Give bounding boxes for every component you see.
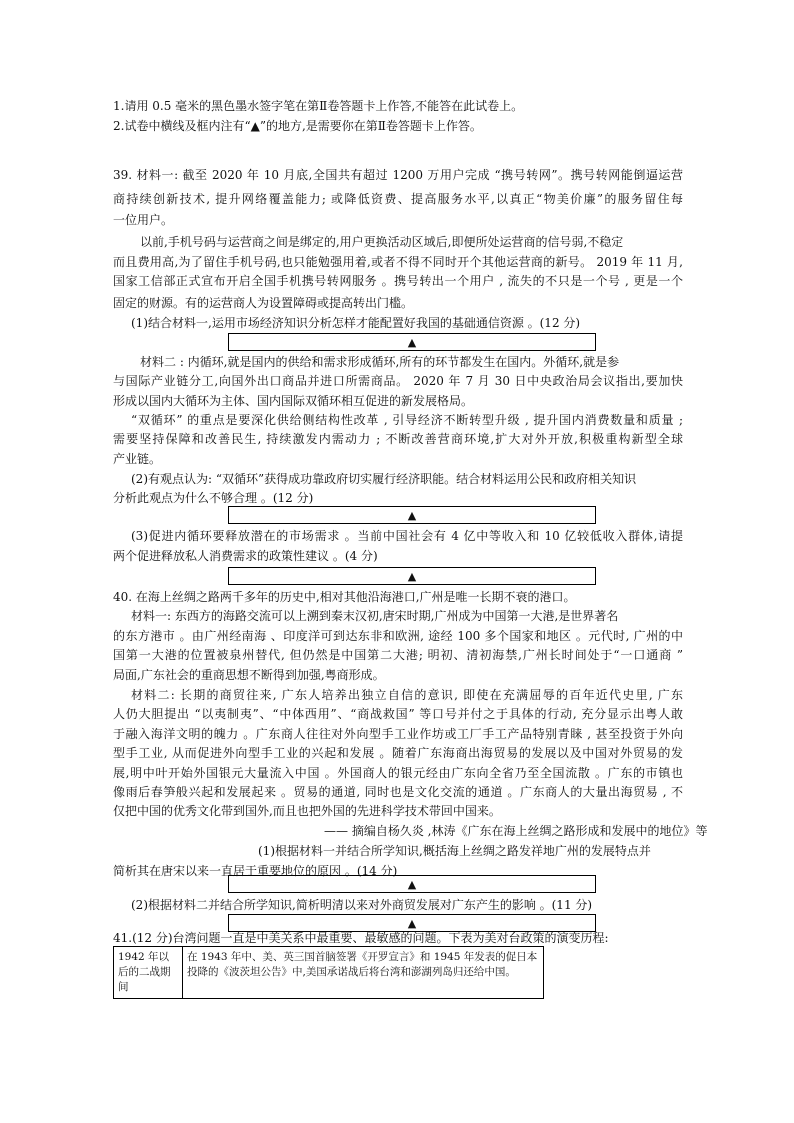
- answer-mark: ▲: [407, 877, 417, 891]
- q39-m2-line: 产业链。: [113, 452, 162, 466]
- q39-m2-line: 需要坚持保障和改善民生, 持续激发内需动力 ; 不断改善营商环境,扩大对外开放,积极重构新型全球: [113, 432, 683, 446]
- q40-sub1: (1)根据材料一并结合所学知识,概括海上丝绸之路发祥地广州的发展特点并: [258, 844, 651, 858]
- q40-m2-line: 仅把中国的优秀文化带到国外,而且也把外国的先进科学技术带回中国来。: [113, 804, 501, 818]
- answer-mark: ▲: [407, 916, 417, 930]
- answer-box[interactable]: [228, 333, 596, 351]
- q39-m2-line: 材料二 : 内循环,就是国内的供给和需求形成循环,所有的环节都发生在国内。外循环,就是参: [140, 355, 620, 369]
- q39-line: 39. 材料一: 截至 2020 年 10 月底,全国共有超过 1200 万用户完成 “携号转网”。携号转网能倒逼运营: [113, 168, 683, 182]
- q40-m1-line: 国第一大港的位置被泉州替代, 但仍然是中国第二大港; 明初、清初海禁,广州长时间处于“一口通商 ”: [113, 648, 683, 662]
- q40-m2-line: 于融入海洋文明的魄力 。广东商人往往对外向型手工业作坊或工厂手工产品特别青睐 , 甚至投资于外向: [113, 727, 683, 741]
- q40-m2-line: 型手工业, 从而促进外向型手工业的兴起和发展 。随着广东海商出海贸易的发展以及中国对外贸易的发: [113, 746, 683, 760]
- q40-m2-line: 像雨后春笋般兴起和发展起来 。贸易的通道, 同时也是文化交流的通道 。广东商人的大量出海贸易 , 不: [113, 785, 683, 799]
- policy-table: [113, 946, 544, 999]
- q40-m1-line: 材料一: 东西方的海路交流可以上溯到秦末汉初,唐宋时期,广州成为中国第一大港,是世界著名: [131, 609, 619, 623]
- q39-m2-line: 形成以国内大循环为主体、国内国际双循环相互促进的新发展格局。: [113, 394, 474, 408]
- q39-sub2: 分析此观点为什么不够合理 。(12 分): [113, 491, 314, 505]
- q39-m2-line: “双循环” 的重点是要深化供给侧结构性改革 , 引导经济不断转型升级 , 提升国内消费数量和质量 ;: [131, 413, 683, 427]
- q40-m1-line: 的东方港市 。由广州经南海 、印度洋可到达东非和欧洲, 途经 100 多个国家和地区 。元代时, 广州的中: [113, 629, 683, 643]
- q39-sub1: (1)结合材料一,运用市场经济知识分析怎样才能配置好我国的基础通信资源 。(12 分): [131, 316, 581, 330]
- answer-mark: ▲: [407, 335, 417, 349]
- answer-box[interactable]: [228, 506, 596, 524]
- q40-m1-line: 局面,广东社会的重商思想不断得到加强,粤商形成。: [113, 668, 385, 682]
- q39-sub3: 两个促进释放私人消费需求的政策性建议 。(4 分): [113, 549, 378, 563]
- q40-m2-line: 材料二: 长期的商贸往来, 广东人培养出独立自信的意识, 即使在充满屈辱的百年近代史里, 广东: [131, 688, 683, 702]
- q39-line: 固定的财源。有的运营商人为设置障碍或提高转出门槛。: [113, 296, 414, 310]
- q39-line: 商持续创新技术, 提升网络覆盖能力; 或降低资费、提高服务水平,以真正“物美价廉”的服务留住每: [113, 192, 683, 206]
- q39-line: 一位用户。: [113, 213, 174, 227]
- q40-m2-line: 展,明中叶开始外国银元大量流入中国 。外国商人的银元经由广东向全省乃至全国流散 。广东的市镇也: [113, 766, 683, 780]
- note-line-2: 2.试卷中横线及框内注有“▲”的地方,是需要你在第Ⅱ卷答题卡上作答。: [113, 119, 482, 133]
- q39-line: 而且费用高,为了留住手机号码,也只能勉强用着,或者不得不同时开个其他运营商的新号。 2019 年 11 月,: [113, 255, 683, 269]
- q40-sub2: (2)根据材料二并结合所学知识,简析明清以来对外商贸发展对广东产生的影响 。(11 分): [131, 898, 593, 912]
- q41-intro: 41.(12 分)台湾问题一直是中美关系中最重要、最敏感的问题。下表为美对台政策的演变历程:: [113, 931, 609, 945]
- q39-sub3: (3)促进内循环要释放潜在的市场需求 。当前中国社会有 4 亿中等收入和 10 亿较低收入群体,请提: [131, 529, 683, 543]
- answer-mark: ▲: [407, 569, 417, 583]
- answer-box[interactable]: [228, 875, 596, 893]
- q40-source: —— 摘编自杨久炎 ,林涛《广东在海上丝绸之路形成和发展中的地位》等: [324, 824, 708, 838]
- table-row: [114, 947, 544, 999]
- answer-mark: ▲: [407, 508, 417, 522]
- table-cell-period: 1942 年以后的二战期间: [114, 947, 183, 999]
- q40-m2-line: 人仍大胆提出 “以夷制夷”、“中体西用”、“商战救国” 等口号并付之于具体的行动, 充分显示出粤人敢: [113, 707, 683, 721]
- q39-m2-line: 与国际产业链分工,向国外出口商品并进口所需商品。 2020 年 7 月 30 日中央政治局会议指出,要加快: [113, 374, 683, 388]
- table-cell-content: 在 1943 年中、美、英三国首脑签署《开罗宣言》和 1945 年发表的促日本投降的《波茨坦公告》中,美国承诺战后将台湾和澎湖列岛归还给中国。: [183, 947, 544, 999]
- q39-line: 以前,手机号码与运营商之间是绑定的,用户更换活动区域后,即便所处运营商的信号弱,不稳定: [140, 235, 624, 249]
- note-line-1: 1.请用 0.5 毫米的黑色墨水签字笔在第Ⅱ卷答题卡上作答,不能答在此试卷上。: [113, 99, 524, 113]
- q39-line: 国家工信部正式宣布开启全国手机携号转网服务 。携号转出一个用户 , 流失的不只是一个号 , 更是一个: [113, 274, 683, 288]
- answer-box[interactable]: [228, 567, 596, 585]
- q39-sub2: (2)有观点认为: “双循环”获得成功靠政府切实履行经济职能。结合材料运用公民和政府相关知识: [131, 472, 637, 486]
- q40-sub1: 简析其在唐宋以来一直居于重要地位的原因 。(14 分): [113, 864, 398, 878]
- q40-intro: 40. 在海上丝绸之路两千多年的历史中,相对其他沿海港口,广州是唯一长期不衰的港口。: [113, 590, 576, 604]
